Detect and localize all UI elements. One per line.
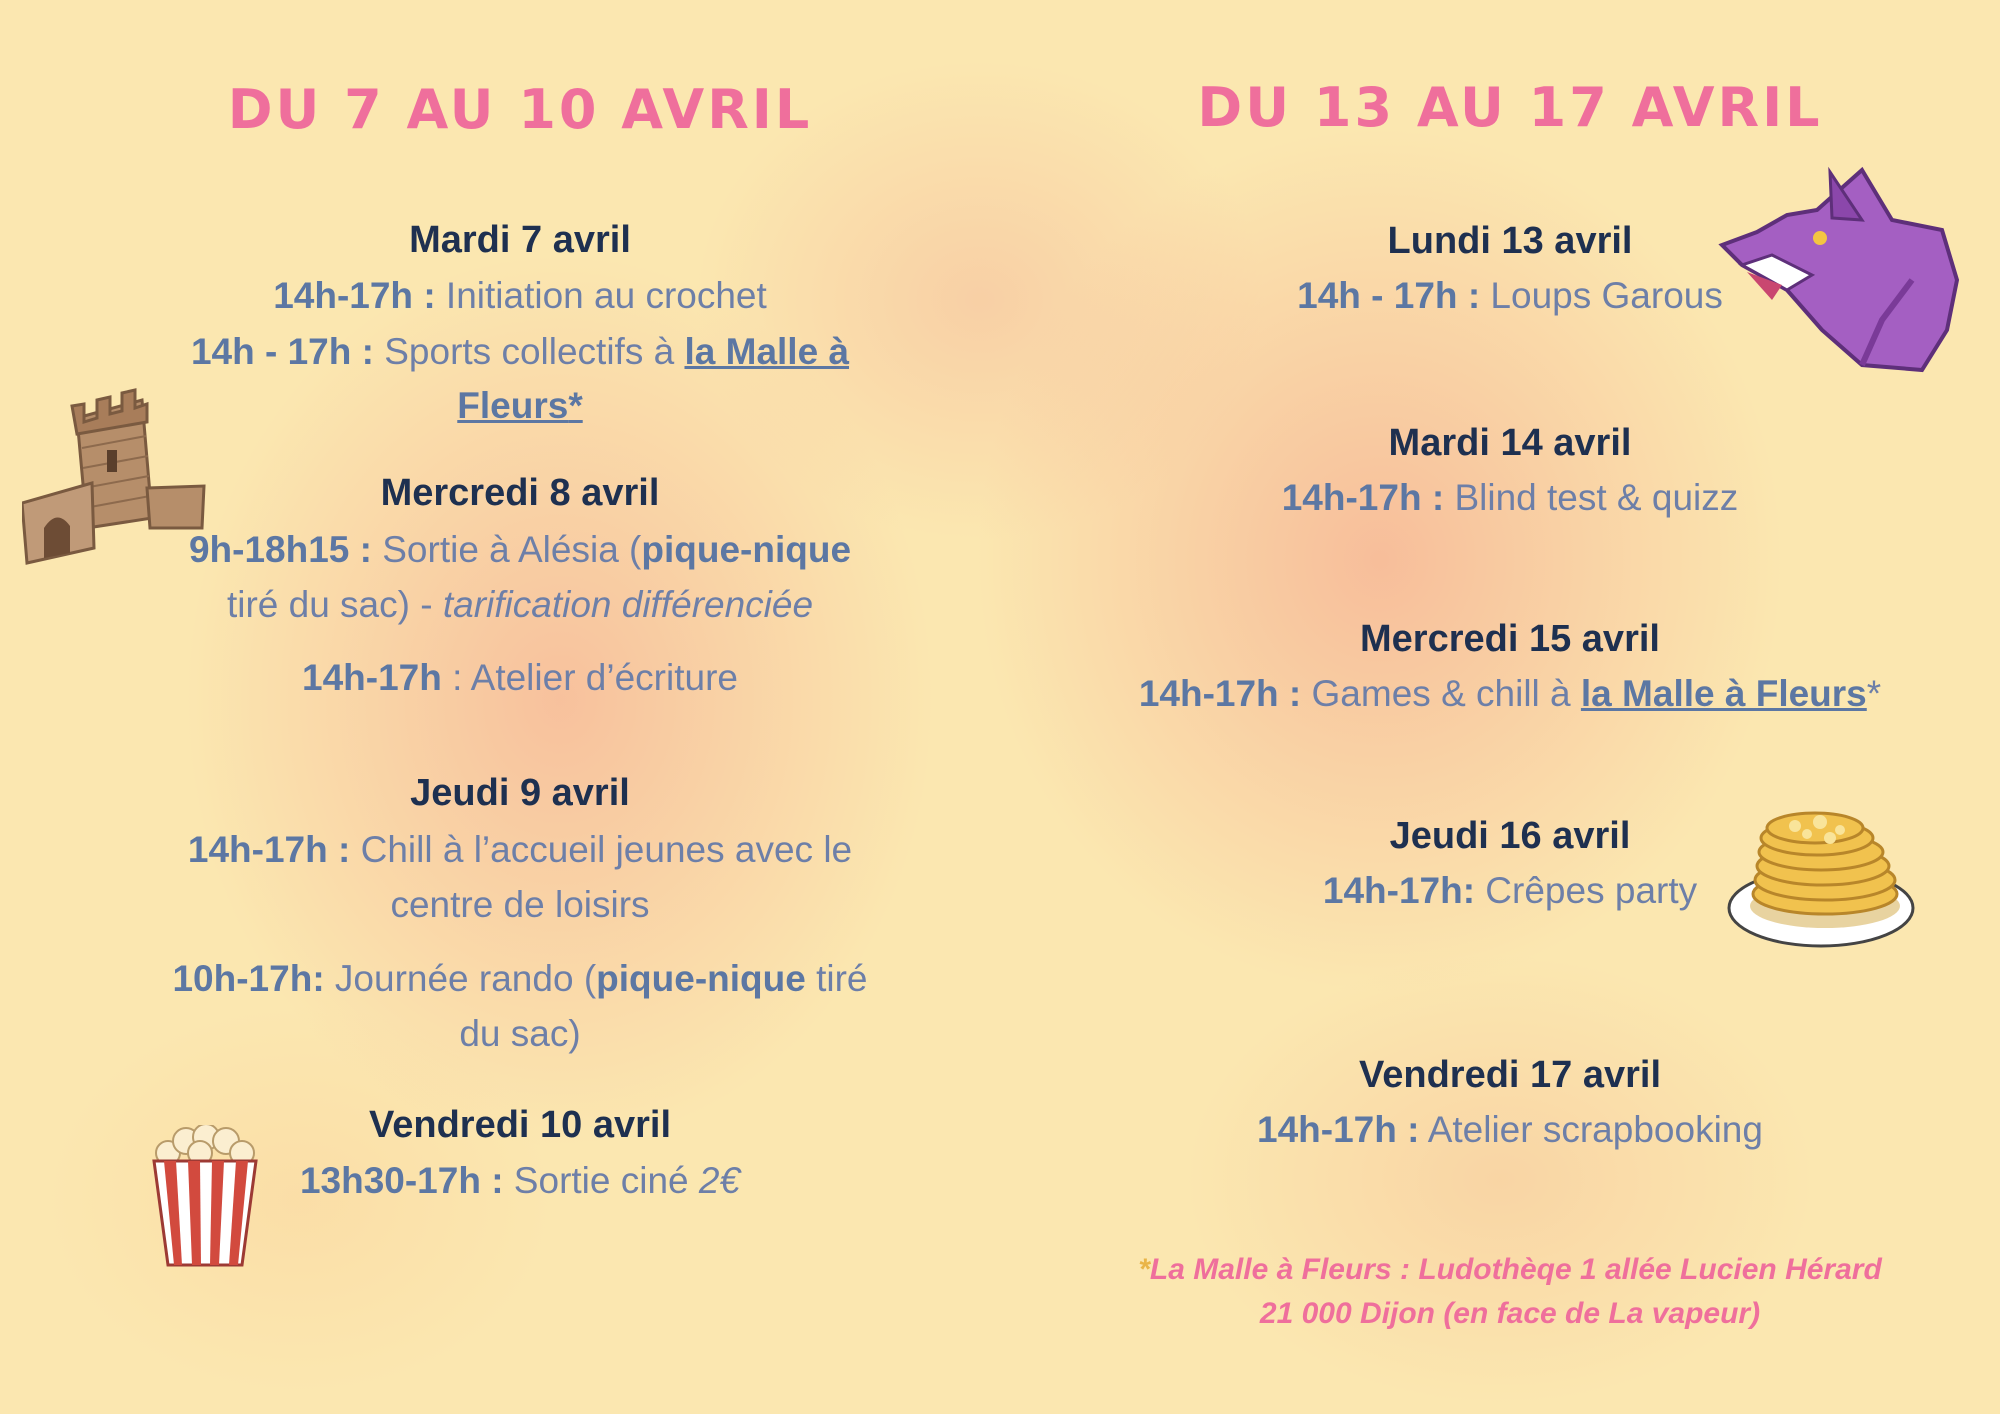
activity-time: 14h-17h : [1138,673,1302,714]
activity-time: 14h-17h : [1257,1109,1420,1150]
activity-text: Loups Garous [1480,275,1723,316]
footnote-line: La Malle à Fleurs : Ludothèqe 1 allée Lucien Hérard [1149,1253,1882,1286]
footnote-star: * [1138,1253,1150,1286]
day-mardi-7: Mardi 7 avril [409,219,631,261]
day-vendredi-17: Vendredi 17 avril [1358,1054,1662,1096]
footnote-address-cont: 21 000 Dijon (en face de La vapeur) [1259,1297,1761,1330]
activity-text: tiré du sac) - [226,584,443,625]
footnote-star: * [1866,673,1882,714]
day-mercredi-8: Mercredi 8 avril [380,472,660,514]
activity-sports [120,324,920,380]
malle-a-fleurs-link[interactable]: la Malle à [684,331,850,372]
activity-bold: pique-nique [641,529,852,570]
day-vendredi-10: Vendredi 10 avril [368,1104,672,1146]
activity-rando [120,951,920,1007]
activity-text: Sortie ciné [503,1160,699,1201]
wolf-icon [1712,160,1964,378]
day-mercredi-15: Mercredi 15 avril [1360,618,1660,660]
activity-rando-cont: du sac) [459,1013,581,1054]
activity-text: Journée rando ( [324,958,597,999]
activity-text: Sortie à Alésia ( [371,529,642,570]
week-2-title: DU 13 AU 17 AVRIL [1197,76,1823,139]
day-jeudi-9: Jeudi 9 avril [410,772,630,814]
activity-time: 13h30-17h : [299,1160,504,1201]
week-1-title: DU 7 AU 10 AVRIL [227,78,813,141]
activity-time: 14h-17h : [273,275,436,316]
activity-time: 14h - 17h : [1297,275,1481,316]
activity-time: 14h-17h : [187,829,351,870]
activity-blind-test [1070,470,1950,526]
activity-text: Blind test & quizz [1444,477,1739,518]
malle-a-fleurs-link[interactable]: la Malle à Fleurs [1580,673,1867,714]
activity-time: 14h-17h : [1281,477,1445,518]
activity-sports-cont [120,378,920,434]
day-mardi-14: Mardi 14 avril [1388,422,1632,464]
activity-chill-cont: centre de loisirs [390,884,650,925]
activity-text: : Atelier d’écriture [441,657,738,698]
activity-time: 14h-17h: [1322,870,1476,911]
activity-time: 10h-17h: [172,958,325,999]
day-lundi-13: Lundi 13 avril [1387,220,1633,262]
castle-icon [22,378,207,568]
activity-scrapbooking [1070,1102,1950,1158]
activity-games-chill [1070,666,1950,722]
activity-alesia-cont [120,577,920,633]
activity-crochet [120,268,920,324]
activity-time: 9h-18h15 : [188,529,372,570]
activity-chill [120,822,920,878]
crepes-icon [1725,808,1917,950]
activity-italic: 2€ [698,1160,741,1201]
activity-time: 14h-17h [302,657,442,698]
activity-text: Chill à l’accueil jeunes avec le [350,829,853,870]
activity-bold: pique-nique [596,958,806,999]
activity-ecriture [120,650,920,706]
footnote-star: * [568,385,583,426]
activity-text: tiré [805,958,868,999]
activity-text: Sports collectifs à [373,331,685,372]
popcorn-icon [150,1125,260,1270]
activity-text: Crêpes party [1475,870,1698,911]
activity-time: 14h - 17h : [190,331,374,372]
day-jeudi-16: Jeudi 16 avril [1389,815,1631,857]
activity-italic: tarification différenciée [442,584,814,625]
activity-text: Atelier scrapbooking [1419,1109,1763,1150]
activity-text: Games & chill à [1301,673,1581,714]
footnote-address [1070,1248,1950,1292]
activity-text: Initiation au crochet [435,275,767,316]
activity-alesia [120,522,920,578]
malle-a-fleurs-link[interactable]: Fleurs [457,385,569,426]
